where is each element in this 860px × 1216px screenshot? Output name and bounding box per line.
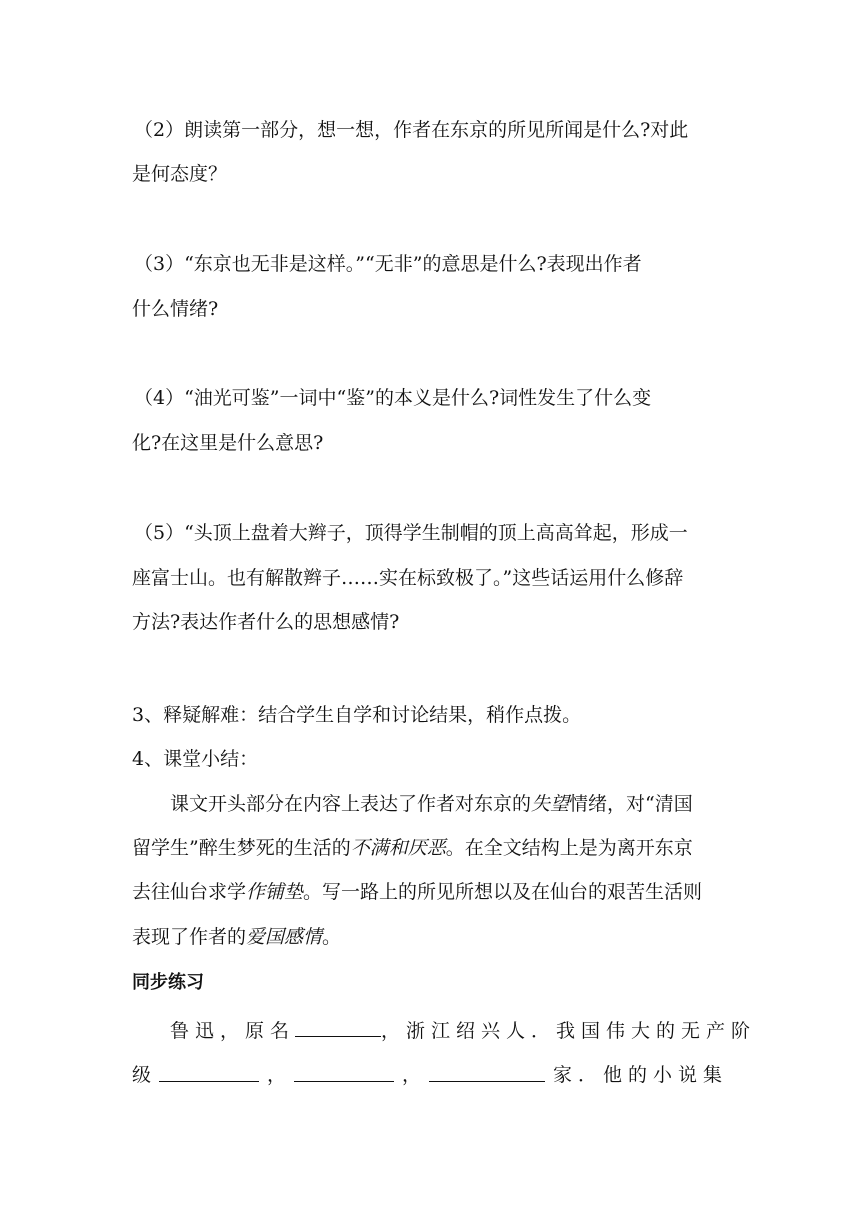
summary-text: 。写一路上的所见所想以及在仙台的艰苦生活则 [303,881,703,903]
exercise-text: ， [401,1064,421,1086]
summary-emphasis: 爱国感情 [246,926,323,948]
summary-emphasis: 作铺垫 [246,881,304,903]
summary-line-1 [170,792,693,816]
exercise-heading: 同步练习 [132,972,204,993]
question-2-line-1: （2）朗读第一部分，想一想，作者在东京的所见所闻是什么?对此 [134,119,689,141]
summary-text: 表现了作者的 [132,926,247,948]
fill-blank-title-3[interactable] [429,1063,545,1082]
summary-text: 情绪，对“清国 [569,793,693,815]
exercise-text: 级 [132,1064,152,1086]
summary-emphasis: 失望 [531,793,570,815]
question-5-line-3: 方法?表达作者什么的思想感情? [132,611,400,633]
summary-line-3 [132,880,702,904]
question-5-line-1: （5）“头顶上盘着大辫子，顶得学生制帽的顶上高高耸起，形成一 [134,522,688,544]
fill-blank-original-name[interactable] [295,1018,381,1037]
exercise-line-2 [132,1063,728,1087]
exercise-text: ，浙江绍兴人．我国伟大的无产阶 [381,1020,757,1042]
exercise-text: 家．他的小说集 [552,1064,728,1086]
fill-blank-title-1[interactable] [159,1063,259,1082]
exercise-text: 鲁迅，原名 [170,1020,296,1042]
question-3-line-1: （3）“东京也无非是这样。”“无非”的意思是什么?表现出作者 [134,253,642,275]
question-4-line-1: （4）“油光可鉴”一词中“鉴”的本义是什么?词性发生了什么变 [134,387,652,409]
summary-text: 。 [322,926,342,948]
summary-text: 。在全文结构上是为离开东京 [445,837,693,859]
summary-text: 去往仙台求学 [132,881,247,903]
question-3-line-2: 什么情绪? [132,298,219,320]
section-3-text: 3、释疑解难：结合学生自学和讨论结果，稍作点拨。 [132,704,582,726]
summary-emphasis: 不满和厌恶 [350,837,446,859]
question-2-line-2: 是何态度？ [132,163,228,185]
section-4-heading: 4、课堂小结： [132,748,259,770]
summary-line-2 [132,836,693,860]
summary-text: 留学生”醉生梦死的生活的 [132,837,351,859]
question-4-line-2: 化?在这里是什么意思? [132,432,324,454]
fill-blank-title-2[interactable] [294,1063,394,1082]
summary-line-4 [132,925,341,949]
exercise-line-1 [170,1018,756,1043]
summary-text: 课文开头部分在内容上表达了作者对东京的 [170,793,532,815]
question-5-line-2: 座富士山。也有解散辫子……实在标致极了。”这些话运用什么修辞 [132,567,684,589]
exercise-text: ， [266,1064,286,1086]
